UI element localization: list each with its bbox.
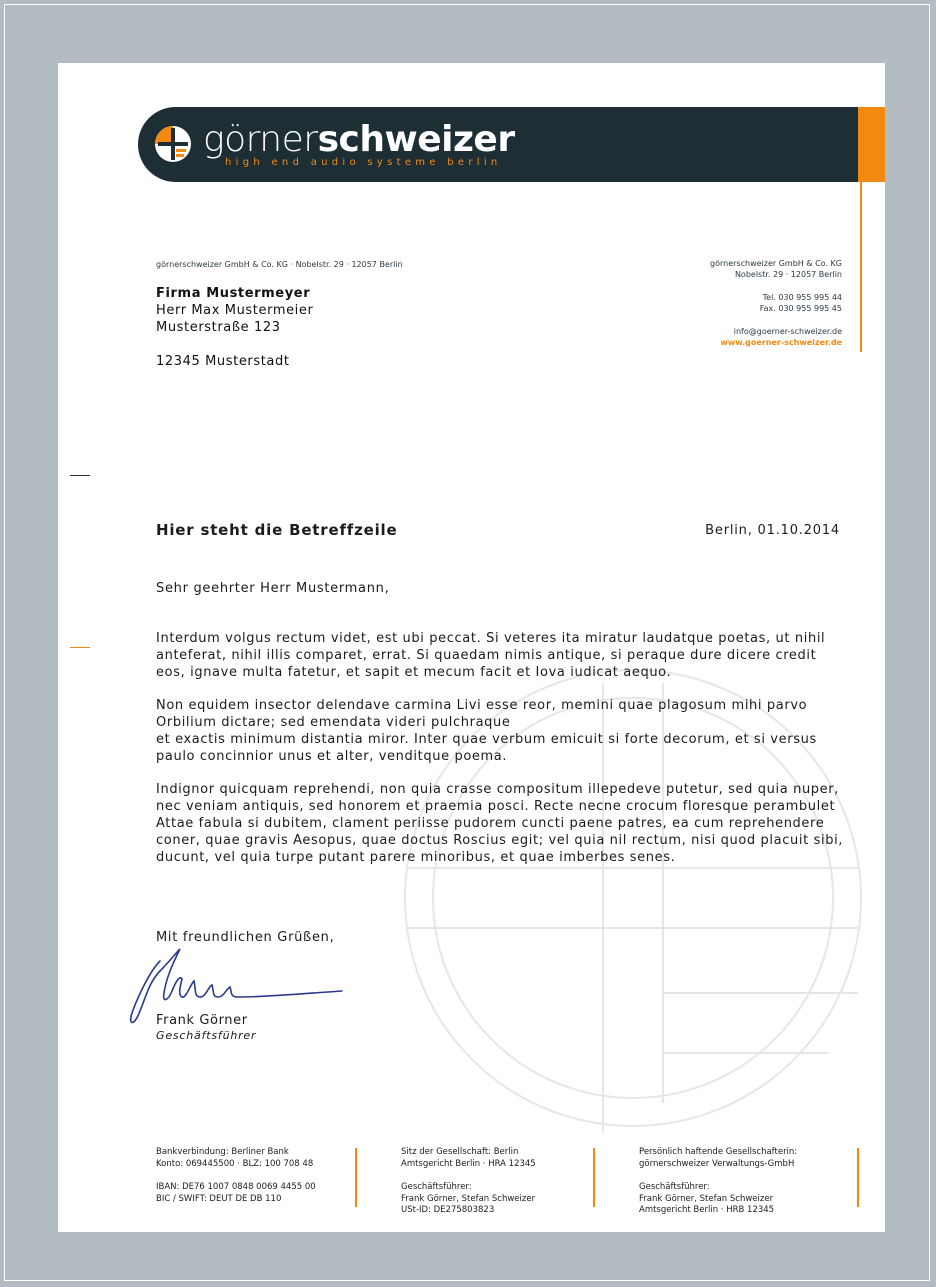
contact-web-link[interactable]: www.goerner-schweizer.de xyxy=(720,338,842,347)
letter-page xyxy=(58,63,885,1232)
brand-name-light: görner xyxy=(203,119,318,160)
signer-title: Geschäftsführer xyxy=(156,1029,257,1042)
footer-court-2: Amtsgericht Berlin · HRB 12345 xyxy=(639,1205,775,1215)
letter-body xyxy=(156,630,846,882)
brand-logo-text xyxy=(203,121,515,159)
body-paragraph-2a: Non equidem insector delendave carmina Livi esse reor, memini quae plagosum mihi parvo Orbilium dictare; sed emendata videri pulchraque xyxy=(156,698,808,730)
footer-iban: IBAN: DE76 1007 0848 0069 4455 00 xyxy=(156,1182,316,1192)
body-paragraph-3: Indignor quicquam reprehendi, non quia crasse compositum illepedeve putetur, sed quia nuper, nec veniam antiquis, sed honorem et praemia posci. Recte necne crocum floresque perambulet Attae fabula si dubitem, clament periisse pudorem cuncti paene patres, ea cum reprehendere coner, quae gravis Aesopus, quae doctus Roscius egit; vel quia nil rectum, nisi quod placuit sibi, ducunt, vel quia turpe putant parere minoribus, et quae imberbes senes. xyxy=(156,782,844,865)
body-paragraph-1: Interdum volgus rectum videt, est ubi peccat. Si veteres ita miratur laudatque poetas, ut nihil anteferat, nihil illis comparet, errat. Si quaedam nimis antique, si peraque dure dicere credit eos, ignave multa fatetur, et sapit et mecum facit et Iova iudicat aequo. xyxy=(156,631,826,680)
footer-divider xyxy=(857,1148,859,1207)
header-accent-block xyxy=(858,107,885,182)
body-paragraph-2b: et exactis minimum distantia miror. Inter quae verbum emicuit si forte decorum, et si versus paulo concinnior unus et alter, venditque poema. xyxy=(156,732,817,764)
letter-subject: Hier steht die Betreffzeile xyxy=(156,521,398,539)
footer-partner: görnerschweizer Verwaltungs-GmbH xyxy=(639,1158,795,1169)
brand-name-bold: schweizer xyxy=(317,119,515,160)
signer-name: Frank Görner xyxy=(156,1013,248,1028)
sender-return-line: görnerschweizer GmbH & Co. KG · Nobelstr. 29 · 12057 Berlin xyxy=(156,260,403,269)
side-accent-line xyxy=(860,182,862,352)
footer-bic: BIC / SWIFT: DEUT DE DB 110 xyxy=(156,1193,282,1204)
letter-date: Berlin, 01.10.2014 xyxy=(705,523,840,538)
contact-street: Nobelstr. 29 · 12057 Berlin xyxy=(734,270,842,279)
recipient-name: Herr Max Mustermeier xyxy=(156,303,314,318)
contact-block xyxy=(710,258,842,348)
footer-seat: Sitz der Gesellschaft: Berlin xyxy=(401,1147,519,1157)
footer-divider xyxy=(593,1148,595,1207)
footer-account: Konto: 069445500 · BLZ: 100 708 48 xyxy=(156,1158,314,1169)
contact-company: görnerschweizer GmbH & Co. KG xyxy=(710,259,842,268)
footer-vat: USt-ID: DE275803823 xyxy=(401,1205,495,1215)
footer-divider xyxy=(355,1148,357,1207)
footer-managers-label-2: Geschäftsführer: xyxy=(639,1182,710,1192)
recipient-street: Musterstraße 123 xyxy=(156,320,281,335)
footer-company-column xyxy=(401,1147,536,1217)
recipient-address xyxy=(156,285,313,370)
footer-managers: Frank Görner, Stefan Schweizer xyxy=(401,1193,536,1204)
footer-partner-label: Persönlich haftende Gesellschafterin: xyxy=(639,1147,798,1157)
recipient-city: 12345 Musterstadt xyxy=(156,354,290,369)
contact-fax: Fax. 030 955 995 45 xyxy=(759,304,842,313)
footer-court: Amtsgericht Berlin · HRA 12345 xyxy=(401,1158,536,1169)
footer-managers-2: Frank Görner, Stefan Schweizer xyxy=(639,1193,774,1204)
letter-closing: Mit freundlichen Grüßen, xyxy=(156,930,335,945)
letter-salutation: Sehr geehrter Herr Mustermann, xyxy=(156,581,390,596)
footer-bank: Bankverbindung: Berliner Bank xyxy=(156,1147,289,1157)
footer-managers-label: Geschäftsführer: xyxy=(401,1182,472,1192)
gs-logo-icon xyxy=(154,125,192,163)
contact-email-link[interactable]: info@goerner-schweizer.de xyxy=(733,327,842,336)
footer-partner-column xyxy=(639,1147,797,1217)
fold-mark-middle xyxy=(70,647,90,648)
recipient-company: Firma Mustermeyer xyxy=(156,286,311,301)
footer-bank-column xyxy=(156,1147,316,1205)
fold-mark-top xyxy=(70,475,90,476)
brand-tagline: high end audio systeme berlin xyxy=(225,157,502,168)
contact-tel: Tel. 030 955 995 44 xyxy=(762,293,842,302)
